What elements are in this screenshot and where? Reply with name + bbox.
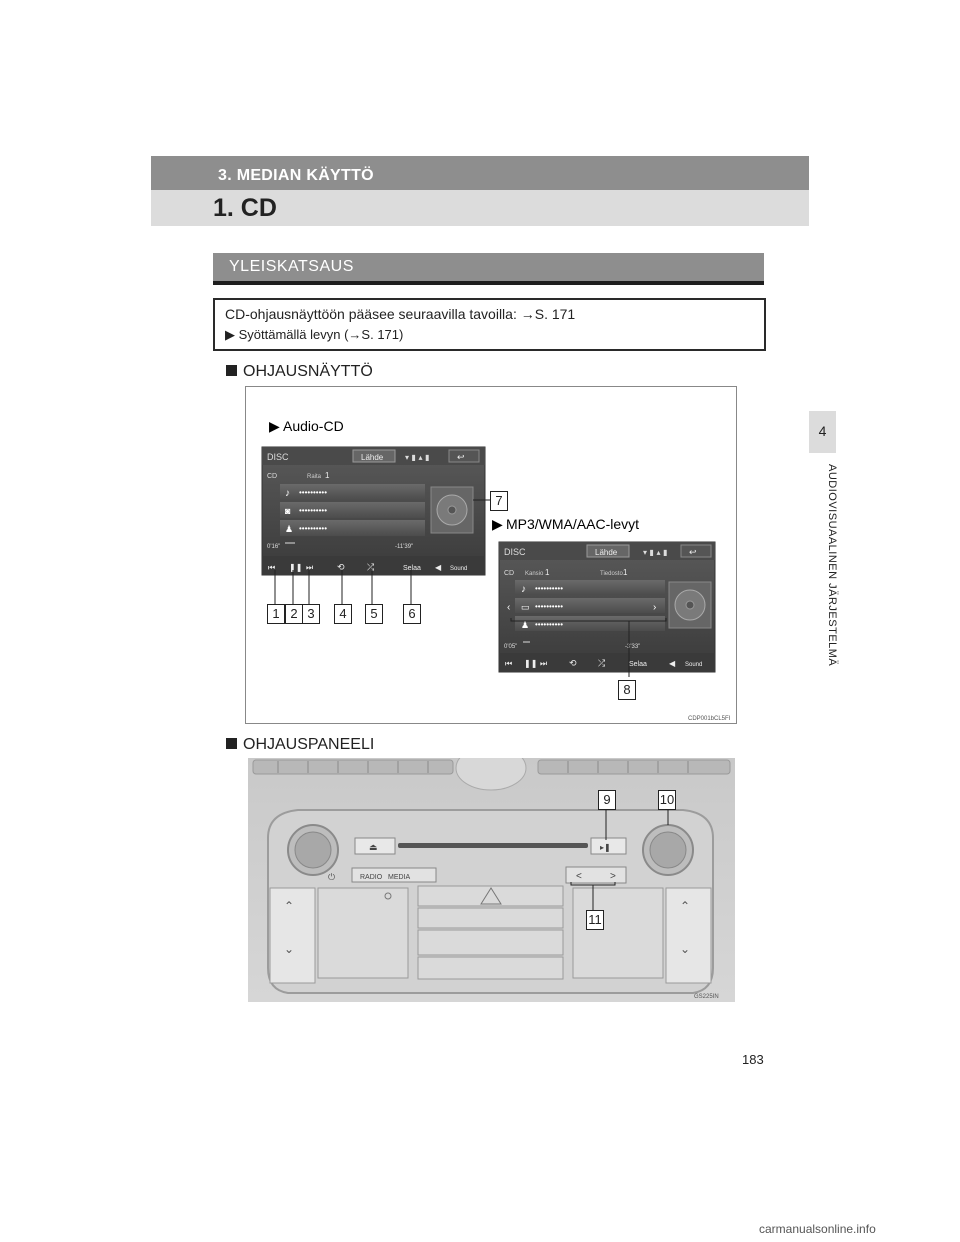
left-up-icon[interactable]: ⌃ [284,899,295,913]
artist-icon: ♟ [521,620,530,630]
callout-5: 5 [365,604,383,624]
watermark: carmanualsonline.info [759,1222,876,1236]
previous-track-icon[interactable]: ⏮ [268,563,276,572]
audio-cd-row-text: •••••••••• [299,524,328,533]
audio-cd-source-label: Lähde [361,453,384,462]
callout-1: 1 [267,604,285,624]
pause-icon[interactable]: ❚❚ [289,563,303,572]
mp3-status-icons: ▾ ▮ ▴ ▮ [643,548,668,557]
audio-cd-row-text: •••••••••• [299,488,328,497]
left-down-icon[interactable]: ⌄ [284,942,295,956]
mp3-disc-label: DISC [504,547,526,557]
pause-icon[interactable]: ❚❚ [524,659,538,668]
seek-track-buttons[interactable] [566,867,626,883]
diagram-code: CDP001bCL5FI [688,716,731,722]
back-icon: ↩ [689,548,697,558]
right-up-icon[interactable]: ⌃ [680,899,691,913]
audio-cd-elapsed: 0'16" [267,544,281,550]
overview-heading-bar [213,253,764,285]
seek-forward-icon: > [610,871,616,882]
audio-cd-disc-label: DISC [267,452,289,462]
disc-slot [398,843,588,848]
artist-icon: ♟ [285,524,294,534]
mp3-browse-button[interactable]: Selaa [629,661,647,668]
eject-icon: ⏏ [369,842,378,852]
panel-section-heading [226,736,374,754]
mp3-file-number: 1 [623,568,628,577]
next-track-icon[interactable]: ⏭ [540,659,548,668]
access-line-1: CD-ohjausnäyttöön pääsee seuraavilla tavoilla: →S. 171 [225,306,576,322]
audio-cd-sound-button[interactable]: Sound [450,566,468,572]
panel-section-text: OHJAUSPANEELI [243,736,375,753]
mp3-source-label: Lähde [595,548,618,557]
screen-section-text: OHJAUSNÄYTTÖ [243,363,373,380]
shuffle-icon[interactable]: ⤮ [598,658,606,668]
play-pause-icon: ▸❚ [600,843,611,852]
power-icon: ⏻ [328,872,336,882]
square-bullet-icon [226,365,237,376]
disc-icon: ◙ [285,506,291,516]
folder-icon: ▭ [521,602,530,612]
audio-cd-browse-button[interactable]: Selaa [403,565,421,572]
callout-9: 9 [598,790,616,810]
access-line-2 [225,327,403,343]
chapter-tab [809,411,836,453]
section-title: 3. MEDIAN KÄYTTÖ [218,167,374,184]
audio-cd-cd-label: CD [267,473,278,480]
back-icon: ↩ [457,453,465,463]
access-line-2-text: Syöttämällä levyn (→S. 171) [238,327,404,342]
control-screen-svg [245,386,735,722]
speaker-icon: ◀ [669,659,676,668]
audio-cd-arrow-icon: ▶ [269,418,280,434]
callout-6: 6 [403,604,421,624]
right-down-icon[interactable]: ⌄ [680,942,691,956]
seek-back-icon: < [576,871,582,882]
audio-cd-status-icons: ▾ ▮ ▴ ▮ [405,453,430,462]
repeat-icon[interactable]: ⟲ [337,562,345,572]
audio-cd-row-text: •••••••••• [299,506,328,515]
callout-10: 10 [658,790,676,810]
music-note-icon: ♪ [285,488,290,499]
overview-heading: YLEISKATSAUS [229,258,354,275]
music-note-icon: ♪ [521,584,526,595]
previous-track-icon[interactable]: ⏮ [505,659,513,668]
page-title-bar [151,190,809,226]
audio-cd-remaining: -11'39" [395,544,414,550]
previous-folder-icon[interactable]: ‹ [507,602,511,613]
callout-4: 4 [334,604,352,624]
mp3-row-text: •••••••••• [535,584,564,593]
mp3-folder-label: Kansio [525,571,544,577]
screen-section-heading [226,363,373,381]
mp3-screen [499,542,715,672]
callout-3: 3 [302,604,320,624]
mp3-row-text: •••••••••• [535,620,564,629]
next-folder-icon[interactable]: › [653,602,657,613]
radio-button-label: RADIO [360,874,383,881]
next-track-icon[interactable]: ⏭ [306,563,314,572]
mp3-cd-label: CD [504,570,515,577]
chapter-title: AUDIOVISUAALINEN JÄRJESTELMÄ [826,464,838,667]
chapter-number: 4 [818,423,827,439]
repeat-icon[interactable]: ⟲ [569,658,577,668]
callout-11: 11 [586,910,604,930]
mp3-label: MP3/WMA/AAC-levyt [506,516,640,532]
triangle-bullet-icon: ▶ [225,327,239,342]
audio-cd-screen [262,447,485,575]
callout-8: 8 [618,680,636,700]
audio-cd-track-label: Raita [307,474,322,480]
square-bullet-icon [226,738,237,749]
mp3-remaining: -3'33" [625,644,641,650]
audio-cd-track-number: 1 [325,471,330,480]
mp3-arrow-icon: ▶ [492,516,503,532]
mp3-folder-number: 1 [545,568,550,577]
page-number: 183 [742,1052,764,1067]
media-button-label: MEDIA [388,874,411,881]
mp3-file-label: Tiedosto [600,571,623,577]
callout-7: 7 [490,491,508,511]
photo-code: GS225IN [694,994,719,1000]
speaker-icon: ◀ [435,563,442,572]
page-title: 1. CD [213,194,277,222]
shuffle-icon[interactable]: ⤮ [367,562,375,572]
section-header-bar [151,156,809,190]
mp3-sound-button[interactable]: Sound [685,662,703,668]
mp3-elapsed: 0'05" [504,644,518,650]
mp3-row-text: •••••••••• [535,602,564,611]
access-info-box [213,298,766,351]
callout-2: 2 [285,604,303,624]
audio-cd-label: Audio-CD [283,418,344,434]
